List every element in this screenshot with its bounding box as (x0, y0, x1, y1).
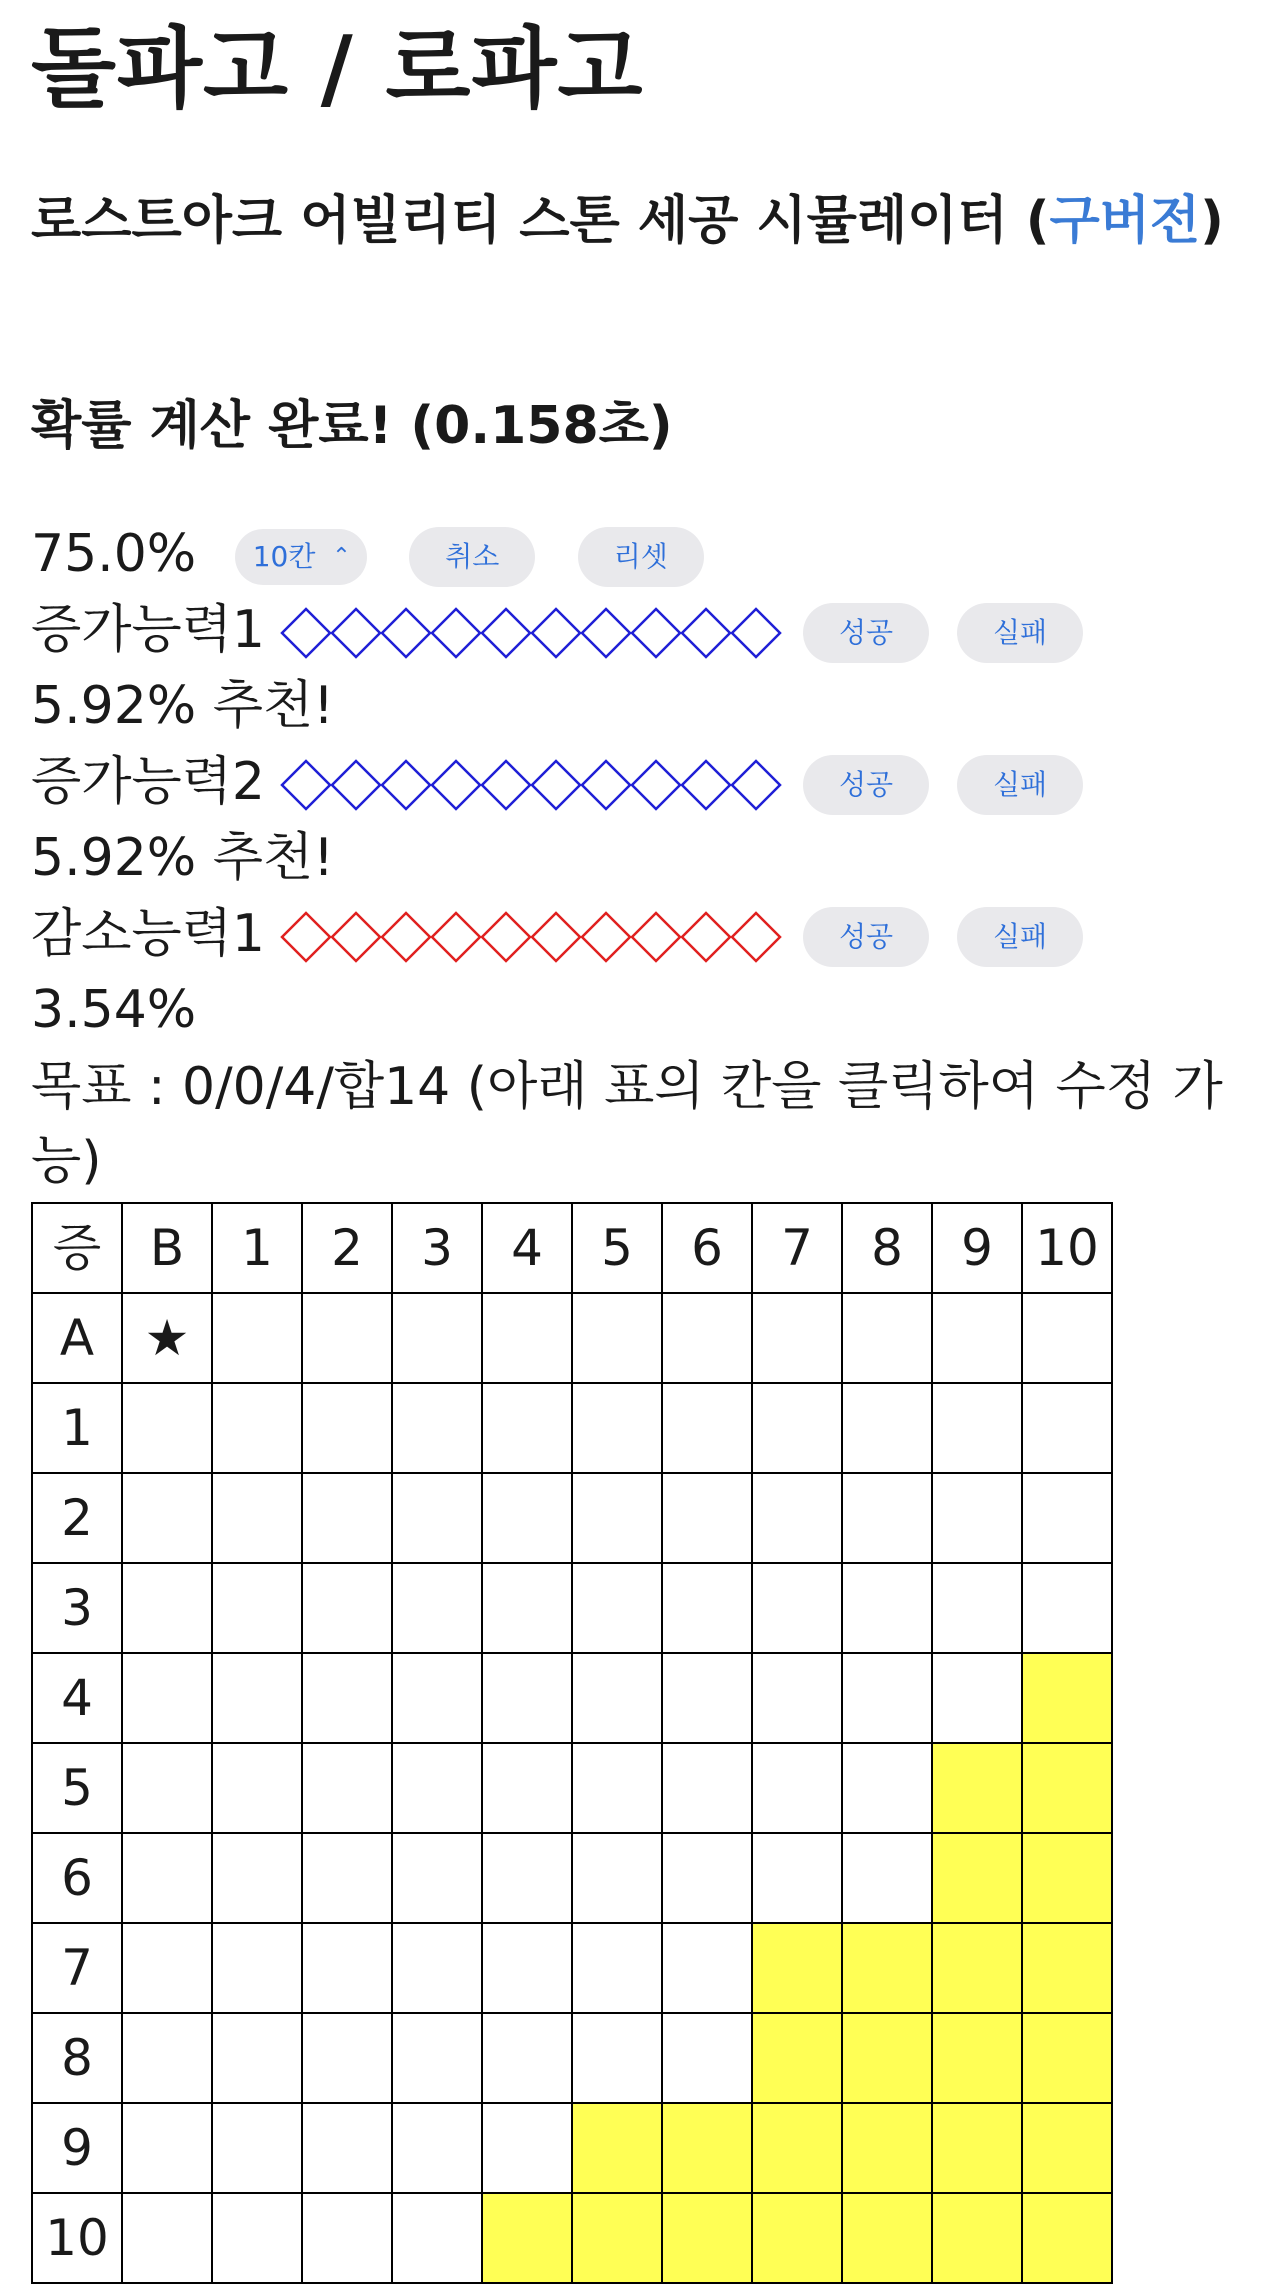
column-header: B (122, 1203, 212, 1293)
goal-cell[interactable] (302, 1833, 392, 1923)
table-row (32, 1473, 1112, 1563)
slot-diamond-icon (632, 609, 680, 657)
goal-cell[interactable] (1022, 1833, 1112, 1923)
slot-diamond-icon (382, 609, 430, 657)
goal-cell[interactable] (302, 1563, 392, 1653)
slot-diamond-icon (582, 913, 630, 961)
row-header: 9 (32, 2103, 122, 2193)
success-button[interactable]: 성공 (803, 755, 929, 815)
goal-cell[interactable] (482, 1473, 572, 1563)
slot-diamond-icon (282, 913, 330, 961)
goal-cell[interactable] (572, 2193, 662, 2283)
column-header: 8 (842, 1203, 932, 1293)
slot-diamond-icon (632, 913, 680, 961)
goal-cell[interactable] (392, 2103, 482, 2193)
row-header: 1 (32, 1383, 122, 1473)
slot-diamond-icon (332, 761, 380, 809)
goal-cell[interactable] (392, 1923, 482, 2013)
chevron-updown-icon: ⌃ (332, 544, 351, 569)
old-version-link[interactable]: 구버전 (1049, 191, 1201, 251)
goal-cell[interactable] (572, 1923, 662, 2013)
ability-label: 증가능력2 (31, 752, 266, 812)
goal-cell[interactable] (392, 2193, 482, 2283)
goal-cell[interactable] (932, 1473, 1022, 1563)
goal-cell[interactable] (752, 2103, 842, 2193)
goal-cell[interactable] (1022, 1653, 1112, 1743)
goal-cell[interactable] (392, 1563, 482, 1653)
ability-label: 증가능력1 (31, 600, 266, 660)
goal-cell[interactable] (932, 1563, 1022, 1653)
slot-diamond-icon (732, 761, 780, 809)
slot-diamond-icon (732, 609, 780, 657)
table-row (32, 2193, 1112, 2283)
goal-cell[interactable] (122, 1653, 212, 1743)
row-header: 6 (32, 1833, 122, 1923)
goal-cell[interactable] (662, 1923, 752, 2013)
goal-cell[interactable] (1022, 1923, 1112, 2013)
slot-diamond-icon (432, 609, 480, 657)
subtitle-close: ) (1200, 191, 1224, 251)
row-header: 4 (32, 1653, 122, 1743)
column-header: 10 (1022, 1203, 1112, 1293)
column-header: 1 (212, 1203, 302, 1293)
goal-cell[interactable] (752, 1383, 842, 1473)
goal-cell[interactable] (122, 1563, 212, 1653)
goal-cell[interactable] (302, 1473, 392, 1563)
goal-cell[interactable] (482, 1743, 572, 1833)
ability-label: 감소능력1 (31, 904, 266, 964)
goal-cell[interactable] (662, 1833, 752, 1923)
goal-cell[interactable] (122, 2103, 212, 2193)
goal-cell[interactable] (122, 2013, 212, 2103)
goal-cell[interactable] (752, 1833, 842, 1923)
goal-cell[interactable] (1022, 1473, 1112, 1563)
ability-row (31, 746, 1083, 818)
ability-row (31, 594, 1083, 666)
slot-diamond-icon (582, 609, 630, 657)
goal-cell[interactable] (302, 1743, 392, 1833)
goal-cell[interactable] (212, 1383, 302, 1473)
row-header: 8 (32, 2013, 122, 2103)
goal-cell[interactable] (842, 1653, 932, 1743)
goal-cell[interactable] (572, 1293, 662, 1383)
table-row (32, 1833, 1112, 1923)
goal-cell[interactable] (122, 1743, 212, 1833)
table-row (32, 2013, 1112, 2103)
goal-cell[interactable] (212, 1833, 302, 1923)
column-header: 5 (572, 1203, 662, 1293)
table-row (32, 2103, 1112, 2193)
goal-cell[interactable] (212, 1293, 302, 1383)
goal-cell[interactable] (1022, 1743, 1112, 1833)
goal-cell[interactable] (752, 1473, 842, 1563)
goal-cell[interactable] (842, 1383, 932, 1473)
goal-cell[interactable] (662, 1653, 752, 1743)
slot-diamond-icon (282, 761, 330, 809)
goal-cell[interactable] (842, 1833, 932, 1923)
goal-cell[interactable] (572, 2013, 662, 2103)
goal-cell[interactable] (212, 1743, 302, 1833)
slot-diamond-icon (532, 761, 580, 809)
row-header: 5 (32, 1743, 122, 1833)
row-header: 10 (32, 2193, 122, 2283)
slot-diamond-icon (332, 609, 380, 657)
goal-cell[interactable] (302, 1293, 392, 1383)
goal-cell[interactable] (482, 2193, 572, 2283)
goal-cell[interactable] (572, 1473, 662, 1563)
table-row (32, 1293, 1112, 1383)
goal-cell[interactable] (932, 1833, 1022, 1923)
goal-cell[interactable] (122, 1833, 212, 1923)
goal-cell[interactable] (482, 2103, 572, 2193)
slot-diamond-icon (282, 609, 330, 657)
goal-cell[interactable] (572, 1653, 662, 1743)
success-button[interactable]: 성공 (803, 603, 929, 663)
goal-cell[interactable] (932, 2193, 1022, 2283)
goal-cell[interactable] (752, 1293, 842, 1383)
reset-button[interactable]: 리셋 (578, 527, 704, 587)
goal-cell[interactable] (752, 1743, 842, 1833)
slot-diamond-icon (432, 761, 480, 809)
slot-diamond-icon (532, 609, 580, 657)
goal-cell[interactable] (392, 1833, 482, 1923)
page-title: 돌파고 / 로파고 (31, 17, 644, 120)
column-header: 3 (392, 1203, 482, 1293)
goal-cell[interactable] (842, 1473, 932, 1563)
goal-cell[interactable] (662, 1473, 752, 1563)
goal-cell[interactable] (212, 2013, 302, 2103)
goal-cell[interactable] (482, 1923, 572, 2013)
fail-button[interactable]: 실패 (957, 603, 1083, 663)
row-header: 7 (32, 1923, 122, 2013)
goal-cell[interactable] (482, 1653, 572, 1743)
slot-diamond-icon (532, 913, 580, 961)
goal-cell[interactable] (302, 1653, 392, 1743)
goal-cell[interactable] (1022, 1293, 1112, 1383)
goal-cell[interactable] (662, 2193, 752, 2283)
goal-cell[interactable] (752, 1923, 842, 2013)
goal-cell[interactable] (842, 1923, 932, 2013)
goal-cell[interactable] (572, 1563, 662, 1653)
slots-select[interactable] (235, 529, 367, 585)
goal-cell[interactable] (302, 1923, 392, 2013)
goal-cell[interactable] (212, 1653, 302, 1743)
slot-diamond-icon (682, 761, 730, 809)
ability-probability: 5.92% 추천! (31, 676, 335, 736)
calc-status: 확률 계산 완료! (0.158초) (31, 396, 673, 456)
slot-diamond-icon (582, 761, 630, 809)
goal-cell[interactable] (842, 2103, 932, 2193)
goal-cell[interactable] (392, 1293, 482, 1383)
slots-select-value: 10칸 (252, 540, 316, 573)
goal-cell[interactable] (482, 1563, 572, 1653)
table-row (32, 1653, 1112, 1743)
goal-table (31, 1202, 1113, 2284)
goal-cell[interactable] (662, 1293, 752, 1383)
goal-cell[interactable] (842, 2013, 932, 2103)
goal-cell[interactable] (122, 1473, 212, 1563)
goal-cell[interactable] (1022, 2103, 1112, 2193)
goal-cell[interactable] (842, 2193, 932, 2283)
goal-cell[interactable] (842, 1563, 932, 1653)
ability-probability: 3.54% (31, 980, 197, 1040)
goal-cell[interactable] (392, 1383, 482, 1473)
goal-cell[interactable] (842, 1743, 932, 1833)
goal-cell[interactable] (752, 1653, 842, 1743)
goal-cell[interactable] (482, 1383, 572, 1473)
goal-cell[interactable] (932, 1293, 1022, 1383)
goal-cell[interactable] (482, 2013, 572, 2103)
goal-cell[interactable] (302, 2013, 392, 2103)
goal-cell[interactable] (662, 1383, 752, 1473)
table-header-row (32, 1203, 1112, 1293)
goal-cell[interactable] (662, 1743, 752, 1833)
goal-cell[interactable] (122, 1923, 212, 2013)
table-row (32, 1563, 1112, 1653)
goal-cell[interactable] (212, 1923, 302, 2013)
slot-diamond-icon (482, 761, 530, 809)
subtitle-text: 로스트아크 어빌리티 스톤 세공 시뮬레이터 ( (31, 191, 1050, 251)
goal-cell[interactable] (1022, 1383, 1112, 1473)
column-header: 2 (302, 1203, 392, 1293)
slot-diamond-icon (732, 913, 780, 961)
goal-cell[interactable] (932, 1383, 1022, 1473)
goal-cell[interactable] (302, 2103, 392, 2193)
slot-diamond-icon (482, 609, 530, 657)
goal-cell[interactable] (572, 1743, 662, 1833)
goal-cell[interactable] (212, 1563, 302, 1653)
ability-row (31, 898, 1083, 970)
goal-cell[interactable] (1022, 2193, 1112, 2283)
goal-cell[interactable] (392, 2013, 482, 2103)
slot-diamond-icon (332, 913, 380, 961)
column-header: 6 (662, 1203, 752, 1293)
goal-cell[interactable] (932, 1653, 1022, 1743)
column-header: 4 (482, 1203, 572, 1293)
goal-cell[interactable] (932, 2013, 1022, 2103)
row-header: 3 (32, 1563, 122, 1653)
goal-cell[interactable] (212, 2193, 302, 2283)
goal-cell[interactable] (122, 2193, 212, 2283)
success-button[interactable]: 성공 (803, 907, 929, 967)
goal-cell[interactable] (392, 1653, 482, 1743)
goal-cell[interactable] (572, 1833, 662, 1923)
fail-button[interactable]: 실패 (957, 755, 1083, 815)
goal-cell[interactable] (302, 1383, 392, 1473)
goal-cell[interactable] (932, 1923, 1022, 2013)
goal-cell[interactable] (752, 2013, 842, 2103)
column-header: 9 (932, 1203, 1022, 1293)
start-star-cell[interactable]: ★ (122, 1293, 212, 1383)
goal-cell[interactable] (752, 1563, 842, 1653)
subtitle (31, 185, 1246, 257)
goal-cell[interactable] (662, 2103, 752, 2193)
cancel-button[interactable]: 취소 (409, 527, 535, 587)
fail-button[interactable]: 실패 (957, 907, 1083, 967)
slot-diamond-icon (682, 609, 730, 657)
goal-cell[interactable] (212, 1473, 302, 1563)
goal-cell[interactable] (662, 1563, 752, 1653)
goal-cell[interactable] (752, 2193, 842, 2283)
slot-diamonds (279, 755, 783, 815)
column-header: 증 (32, 1203, 122, 1293)
slot-diamond-icon (682, 913, 730, 961)
controls-row (31, 518, 704, 590)
table-row (32, 1923, 1112, 2013)
goal-cell[interactable] (932, 2103, 1022, 2193)
goal-cell[interactable] (302, 2193, 392, 2283)
table-row (32, 1383, 1112, 1473)
goal-cell[interactable] (1022, 1563, 1112, 1653)
column-header: 7 (752, 1203, 842, 1293)
goal-text: 목표 : 0/0/4/합14 (아래 표의 칸을 클릭하여 수정 가능) (31, 1057, 1223, 1191)
success-rate: 75.0% (31, 524, 197, 584)
goal-cell[interactable] (1022, 2013, 1112, 2103)
goal-cell[interactable] (572, 1383, 662, 1473)
goal-cell[interactable] (572, 2103, 662, 2193)
goal-cell[interactable] (482, 1833, 572, 1923)
slot-diamonds (279, 603, 783, 663)
slot-diamond-icon (632, 761, 680, 809)
goal-cell[interactable] (392, 1743, 482, 1833)
ability-probability: 5.92% 추천! (31, 828, 335, 888)
table-row (32, 1743, 1112, 1833)
goal-cell[interactable] (392, 1473, 482, 1563)
goal-cell[interactable] (482, 1293, 572, 1383)
slot-diamond-icon (382, 761, 430, 809)
goal-cell[interactable] (662, 2013, 752, 2103)
goal-cell[interactable] (212, 2103, 302, 2193)
goal-cell[interactable] (842, 1293, 932, 1383)
row-header: 2 (32, 1473, 122, 1563)
slot-diamond-icon (432, 913, 480, 961)
goal-cell[interactable] (932, 1743, 1022, 1833)
row-header: A (32, 1293, 122, 1383)
slot-diamonds (279, 907, 783, 967)
slot-diamond-icon (382, 913, 430, 961)
goal-cell[interactable] (122, 1383, 212, 1473)
slot-diamond-icon (482, 913, 530, 961)
